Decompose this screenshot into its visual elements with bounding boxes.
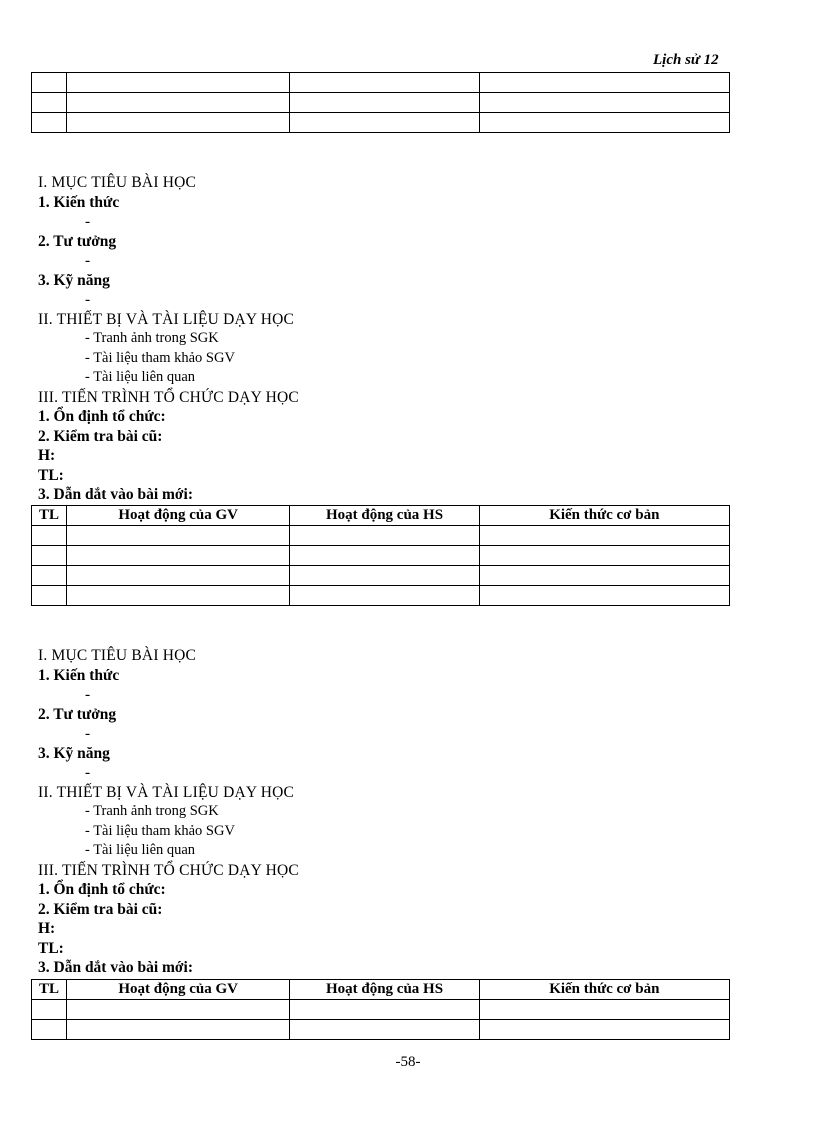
subsection-organization: 1. Ổn định tổ chức:	[38, 881, 166, 898]
section-process-title: III. TIẾN TRÌNH TỔ CHỨC DẠY HỌC	[38, 388, 299, 406]
subsection-skills: 3. Kỹ năng	[38, 744, 110, 762]
skills-item: -	[85, 291, 91, 308]
lesson-1	[38, 173, 299, 505]
lesson-1-activity-table	[31, 505, 730, 606]
knowledge-item: -	[85, 686, 91, 703]
table-header-row	[32, 980, 730, 1000]
page-header-subject: Lịch sử 12	[653, 52, 719, 68]
subsection-intro: 3. Dẫn dắt vào bài mới:	[38, 959, 193, 976]
ideology-item: -	[85, 725, 91, 742]
column-header: Kiến thức cơ bản	[479, 980, 729, 1000]
ideology-item: -	[85, 252, 91, 269]
lesson-2-activity-table	[31, 979, 730, 1040]
knowledge-item: -	[85, 213, 91, 230]
table-row	[32, 113, 730, 133]
column-header: Hoạt động của HS	[290, 506, 479, 526]
top-table	[31, 72, 730, 133]
section-objectives-title: I. MỤC TIÊU BÀI HỌC	[38, 174, 197, 191]
table-row	[32, 93, 730, 113]
subsection-ideology: 2. Tư tưởng	[38, 705, 117, 723]
materials-item: - Tài liệu liên quan	[85, 842, 196, 858]
column-header: Hoạt động của GV	[67, 506, 290, 526]
table-row	[32, 73, 730, 93]
subsection-review: 2. Kiểm tra bài cũ:	[38, 900, 163, 918]
table-row	[32, 1000, 730, 1020]
section-materials-title: II. THIẾT BỊ VÀ TÀI LIỆU DẠY HỌC	[38, 310, 295, 328]
answer-label: TL:	[38, 466, 64, 484]
skills-item: -	[85, 764, 91, 781]
section-materials-title: II. THIẾT BỊ VÀ TÀI LIỆU DẠY HỌC	[38, 783, 295, 801]
table-row	[32, 566, 730, 586]
table-header-row	[32, 506, 730, 526]
section-process-title: III. TIẾN TRÌNH TỔ CHỨC DẠY HỌC	[38, 861, 299, 879]
table-row	[32, 586, 730, 606]
column-header: Hoạt động của GV	[67, 980, 290, 1000]
subsection-intro: 3. Dẫn dắt vào bài mới:	[38, 486, 193, 503]
materials-item: - Tài liệu tham khảo SGV	[85, 349, 235, 366]
page-number: -58-	[395, 1054, 421, 1070]
subsection-organization: 1. Ổn định tổ chức:	[38, 408, 166, 425]
subsection-skills: 3. Kỹ năng	[38, 271, 110, 289]
question-label: H:	[38, 920, 56, 937]
materials-item: - Tài liệu liên quan	[85, 369, 196, 385]
lesson-2	[38, 646, 299, 978]
materials-item: - Tranh ảnh trong SGK	[85, 803, 219, 819]
column-header: TL	[32, 980, 67, 1000]
subsection-review: 2. Kiểm tra bài cũ:	[38, 427, 163, 445]
table-row	[32, 526, 730, 546]
table-row	[32, 546, 730, 566]
column-header: Hoạt động của HS	[290, 980, 479, 1000]
column-header: Kiến thức cơ bản	[479, 506, 729, 526]
materials-item: - Tranh ảnh trong SGK	[85, 330, 219, 346]
subsection-knowledge: 1. Kiến thức	[38, 193, 120, 211]
subsection-knowledge: 1. Kiến thức	[38, 666, 120, 684]
materials-item: - Tài liệu tham khảo SGV	[85, 822, 235, 839]
subsection-ideology: 2. Tư tưởng	[38, 232, 117, 250]
section-objectives-title: I. MỤC TIÊU BÀI HỌC	[38, 647, 197, 664]
column-header: TL	[32, 506, 67, 526]
question-label: H:	[38, 447, 56, 464]
table-row	[32, 1020, 730, 1040]
answer-label: TL:	[38, 939, 64, 957]
